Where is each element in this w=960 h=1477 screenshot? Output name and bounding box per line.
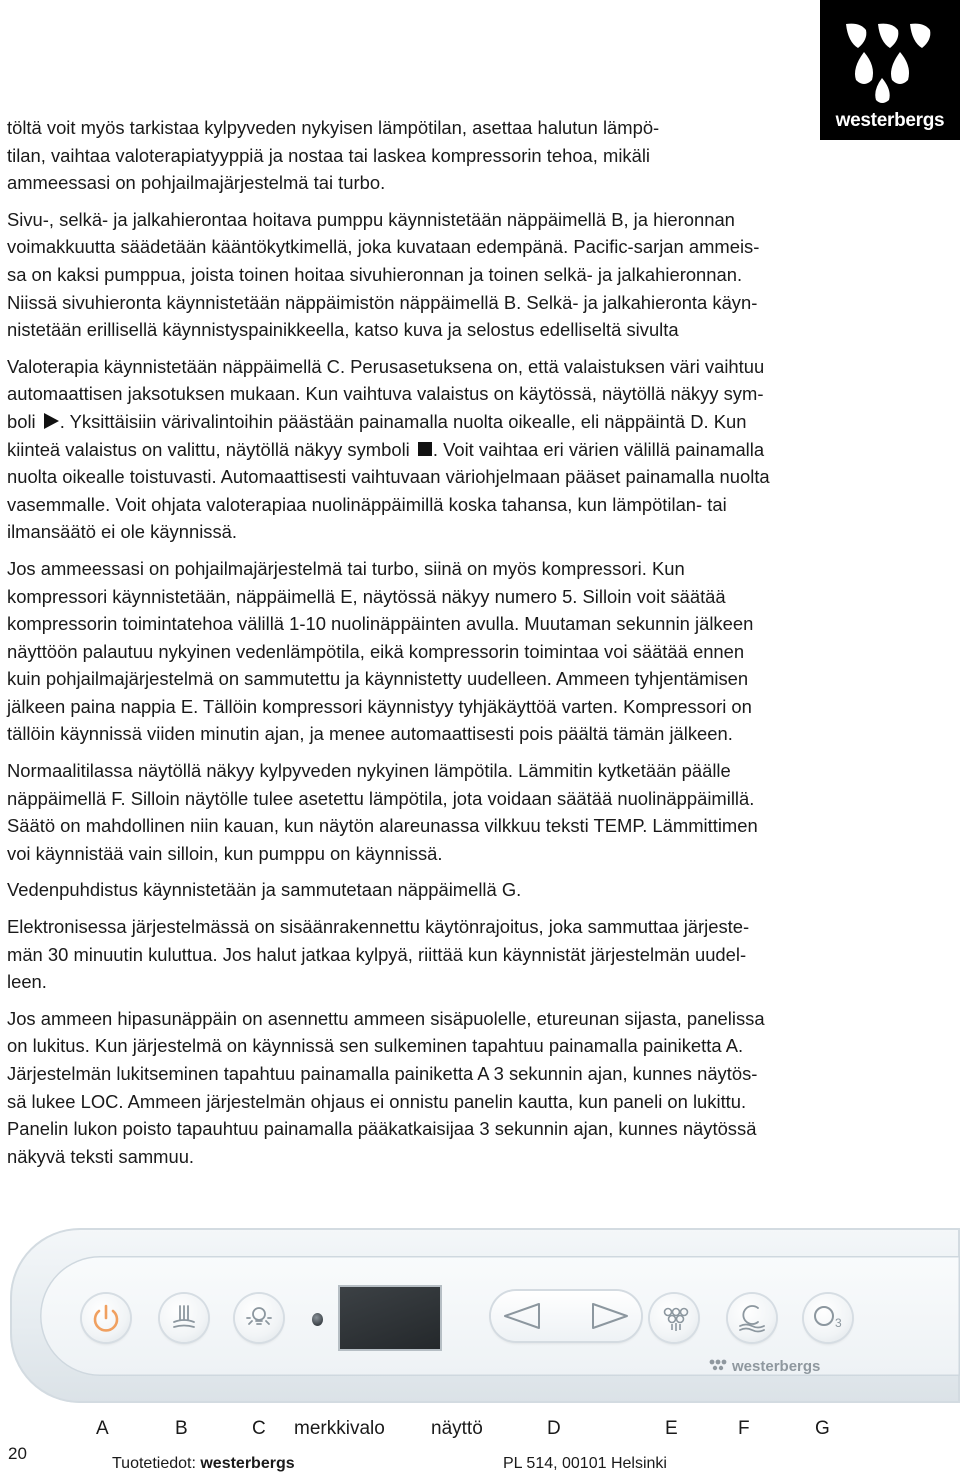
text-line: nuolta oikealle toistuvasti. Automaattisesti vaihtuvaan väriohjelmaan pääset painamalla nuolta (7, 466, 770, 488)
text-line: voimakkuutta säädetään kääntökytkimellä, joka kuvataan edempänä. Pacific-sarjan ammeis- (7, 236, 760, 258)
cleaning-button[interactable] (728, 1294, 776, 1342)
text-line: tilan, vaihtaa valoterapiatyyppiä ja nostaa tai laskea kompressorin tehoa, mikäli (7, 144, 650, 166)
footer-label-text: Tuotetiedot: (112, 1455, 196, 1472)
text-line: voi käynnistää vain silloin, kun pumppu on käynnissä. (7, 842, 443, 864)
ozone-button[interactable] (804, 1294, 852, 1342)
text-line: sa on kaksi pumppua, joista toinen hoitaa sivuhieronnan ja toinen selkä- ja jalkahieronnan. (7, 263, 743, 285)
massage-button[interactable] (160, 1294, 208, 1342)
text-line: on lukitus. Kun järjestelmä on käynnissä sen sulkeminen tapahtuu painamalla painiketta A. (7, 1035, 744, 1057)
paragraph-1 (7, 114, 912, 197)
text-line: töltä voit myös tarkistaa kylpyveden nykyisen lämpötilan, asettaa halutun lämpö- (7, 117, 660, 138)
text-fragment: boli (7, 410, 36, 432)
paragraph-4 (7, 555, 912, 748)
arrow-keys[interactable] (491, 1291, 641, 1341)
power-button[interactable] (82, 1294, 130, 1342)
text-line: näyttöön palautuu nykyinen vedenlämpötila, eikä kompressorin toimintaa voi säätää ennen (7, 640, 745, 662)
svg-text:3: 3 (835, 1316, 842, 1330)
footer-label (112, 1454, 295, 1474)
text-line (7, 408, 912, 436)
paragraph-6 (7, 876, 912, 904)
label-b: B (175, 1418, 188, 1439)
indicator-light (312, 1313, 323, 1326)
paragraph-8 (7, 1005, 912, 1171)
text-line: Normaalitilassa näytöllä näkyy kylpyveden nykyinen lämpötila. Lämmitin kytketään päälle (7, 760, 731, 782)
panel-brand (708, 1358, 820, 1375)
text-line: Jos ammeen hipasunäppäin on asennettu ammeen sisäpuolelle, etureunan sijasta, panelissa (7, 1007, 765, 1029)
paragraph-2 (7, 206, 912, 344)
text-line: vasemmalle. Voit ohjata valoterapiaa nuolinäppäimillä koska tahansa, kun lämpötilan- tai (7, 493, 727, 515)
text-fragment: . Voit vaihtaa eri värien välillä painamalla (432, 438, 765, 460)
water-drops-icon (708, 1359, 728, 1373)
stop-symbol-icon (418, 442, 432, 456)
text-line: sä lukee LOC. Ammeen järjestelmän ohjaus ei onnistu panelin kautta, kun paneli on lukittu. (7, 1090, 747, 1112)
text-line: automaattisen jaksotuksen mukaan. Kun vaihtuva valaistus on käytössä, näytöllä näkyy sym- (7, 383, 764, 405)
text-line: kompressorin toimintatehoa välillä 1-10 nuolinäppäinten avulla. Muutaman sekunnin jälkeen (7, 613, 754, 635)
bubbles-icon (650, 1294, 698, 1342)
text-line: kompressori käynnistetään, näppäimellä E, näytössä näkyy numero 5. Silloin voit säätää (7, 585, 726, 607)
panel-brand-text: westerbergs (732, 1358, 821, 1375)
body-text (7, 114, 912, 1179)
ozone-icon (804, 1294, 852, 1342)
arrows-icon (491, 1291, 641, 1341)
text-line: Panelin lukon poisto tapauhtuu painamalla pääkatkaisijaa 3 sekunnin ajan, kunnes näytössä (7, 1118, 757, 1140)
paragraph-3 (7, 353, 912, 546)
label-e: E (665, 1418, 678, 1439)
label-indicator: merkkivalo (294, 1418, 385, 1439)
play-symbol-icon (44, 413, 59, 429)
text-line: jälkeen paina nappia E. Tällöin kompressori käynnistyy tyhjäkäyttöä varten. Kompressori on (7, 695, 752, 717)
cleaning-icon (728, 1294, 776, 1342)
text-line: Elektronisessa järjestelmässä on sisäänrakennettu käytönrajoitus, joka sammuttaa järjeste- (7, 916, 750, 938)
text-line: ammeessasi on pohjailmajärjestelmä tai turbo. (7, 172, 386, 194)
logo-text: westerbergs (835, 110, 945, 131)
text-fragment: kiinteä valaistus on valittu, näytöllä näkyy symboli (7, 438, 410, 460)
footer-address: PL 514, 00101 Helsinki (503, 1455, 667, 1472)
label-a: A (96, 1418, 109, 1439)
label-g: G (815, 1418, 830, 1439)
text-line: näppäimellä F. Silloin näytölle tulee asetettu lämpötila, jota voidaan säätää nuolinäppäimillä. (7, 787, 755, 809)
paragraph-7 (7, 913, 912, 996)
label-d: D (547, 1418, 561, 1439)
display-screen (338, 1285, 442, 1351)
text-line (7, 436, 912, 464)
text-line: Säätö on mahdollinen niin kauan, kun näytön alareunassa vilkkuu teksti TEMP. Lämmittimen (7, 815, 758, 837)
text-line: näkyvä teksti sammuu. (7, 1145, 195, 1167)
text-fragment: . Yksittäisiin värivalintoihin päästään painamalla nuolta oikealle, eli näppäintä D. Kun (59, 410, 747, 432)
bubbles-button[interactable] (650, 1294, 698, 1342)
paragraph-5 (7, 757, 912, 867)
page-number: 20 (8, 1444, 27, 1463)
text-line: ilmansäätö ei ole käynnissä. (7, 521, 238, 543)
label-display: näyttö (431, 1418, 483, 1439)
label-c: C (252, 1418, 266, 1439)
massage-icon (160, 1294, 208, 1342)
text-line: Vedenpuhdistus käynnistetään ja sammutetaan näppäimellä G. (7, 879, 522, 901)
text-line: tällöin käynnissä viiden minutin ajan, ja menee automaattisesti pois päältä tämän jälkeen. (7, 723, 733, 745)
text-line: Niissä sivuhieronta käynnistetään näppäimistön näppäimellä B. Selkä- ja jalkahieronta käyn- (7, 291, 758, 313)
text-line: kuin pohjailmajärjestelmä on sammutettu ja käynnistetty uudelleen. Ammeen tyhjentämisen (7, 668, 749, 690)
text-line: Järjestelmän lukitseminen tapahtuu painamalla painiketta A 3 sekunnin ajan, kunnes näytös- (7, 1063, 758, 1084)
label-f: F (738, 1418, 750, 1439)
footer-brand: westerbergs (200, 1455, 295, 1472)
text-line: Jos ammeessasi on pohjailmajärjestelmä tai turbo, siinä on myös kompressori. Kun (7, 557, 685, 579)
text-line: nistetään erillisellä käynnistyspainikkeella, katso kuva ja selostus edelliseltä sivulta (7, 319, 679, 341)
power-icon (82, 1294, 130, 1342)
water-drops-icon (842, 22, 938, 108)
text-line: män 30 minuutin kuluttua. Jos halut jatkaa kylpyä, riittää kun käynnistät järjestelmän uudel- (7, 943, 747, 965)
light-button[interactable] (235, 1294, 283, 1342)
light-icon (235, 1294, 283, 1342)
text-line: leen. (7, 971, 47, 993)
text-line: Valoterapia käynnistetään näppäimellä C. Perusasetuksena on, että valaistuksen väri vaihtuu (7, 355, 765, 377)
text-line: Sivu-, selkä- ja jalkahierontaa hoitava pumppu käynnistetään näppäimellä B, ja hieronnan (7, 208, 735, 230)
